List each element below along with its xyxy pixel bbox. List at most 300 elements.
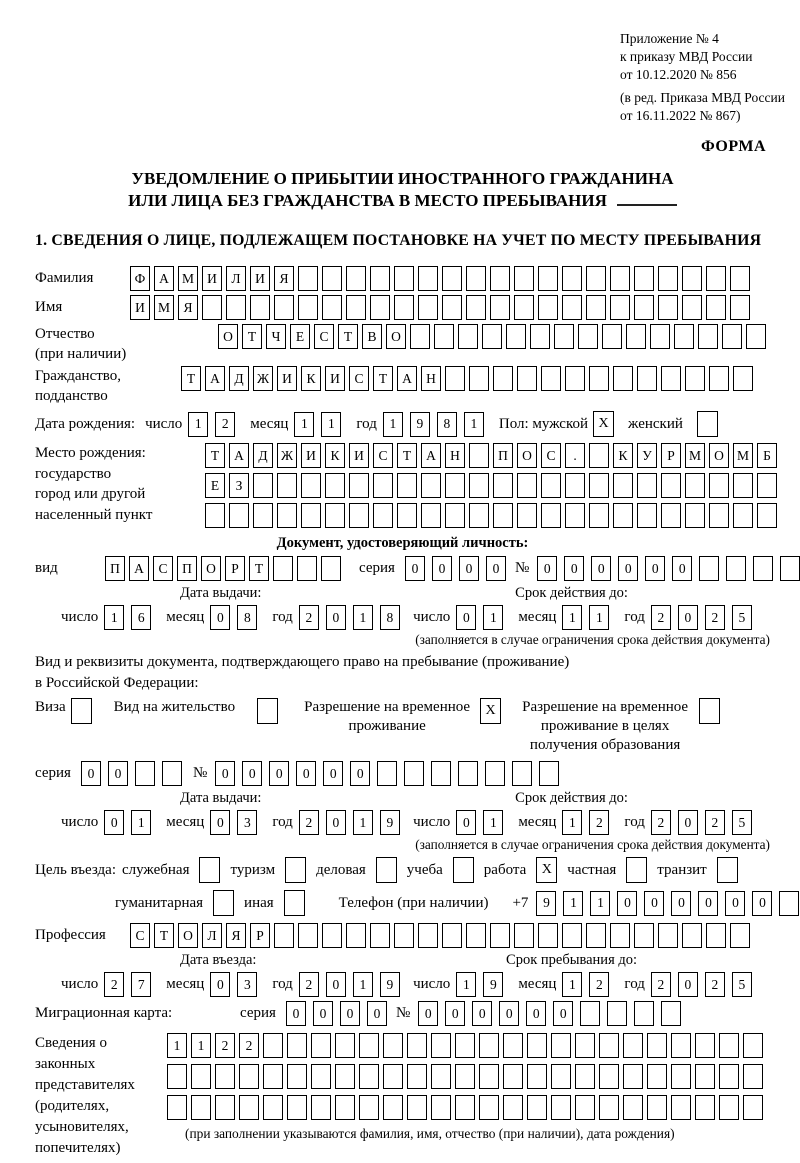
char-box[interactable]: О: [218, 324, 238, 349]
char-box[interactable]: .: [565, 443, 585, 468]
char-box[interactable]: 1: [562, 810, 582, 835]
char-box[interactable]: [527, 1033, 547, 1058]
char-box[interactable]: О: [709, 443, 729, 468]
char-box[interactable]: [274, 923, 294, 948]
char-box[interactable]: [575, 1095, 595, 1120]
char-box[interactable]: 1: [353, 810, 373, 835]
char-box[interactable]: 1: [353, 605, 373, 630]
char-box[interactable]: И: [325, 366, 345, 391]
char-box[interactable]: И: [202, 266, 222, 291]
char-box[interactable]: [273, 556, 293, 581]
char-box[interactable]: [455, 1033, 475, 1058]
char-box[interactable]: [383, 1064, 403, 1089]
char-box[interactable]: К: [613, 443, 633, 468]
char-box[interactable]: 7: [131, 972, 151, 997]
char-box[interactable]: [709, 473, 729, 498]
char-box[interactable]: 0: [350, 761, 370, 786]
char-box[interactable]: [512, 761, 532, 786]
char-box[interactable]: [733, 473, 753, 498]
char-box[interactable]: [746, 324, 766, 349]
char-box[interactable]: [445, 366, 465, 391]
char-box[interactable]: С: [373, 443, 393, 468]
char-box[interactable]: О: [178, 923, 198, 948]
char-box[interactable]: [469, 443, 489, 468]
char-box[interactable]: [322, 923, 342, 948]
purpose-business-checkbox[interactable]: [376, 857, 397, 883]
char-box[interactable]: Н: [445, 443, 465, 468]
char-box[interactable]: [404, 761, 424, 786]
char-box[interactable]: [418, 923, 438, 948]
char-box[interactable]: [613, 503, 633, 528]
char-box[interactable]: [418, 266, 438, 291]
char-box[interactable]: [599, 1033, 619, 1058]
char-box[interactable]: [346, 923, 366, 948]
char-box[interactable]: [431, 1064, 451, 1089]
char-box[interactable]: [661, 1001, 681, 1026]
purpose-private-checkbox[interactable]: [626, 857, 647, 883]
char-box[interactable]: П: [493, 443, 513, 468]
purpose-official-checkbox[interactable]: [199, 857, 220, 883]
char-box[interactable]: А: [229, 443, 249, 468]
char-box[interactable]: [490, 923, 510, 948]
char-box[interactable]: [506, 324, 526, 349]
char-box[interactable]: [517, 366, 537, 391]
char-box[interactable]: [421, 473, 441, 498]
char-box[interactable]: 9: [380, 972, 400, 997]
char-box[interactable]: 0: [405, 556, 425, 581]
sex-female-checkbox[interactable]: [697, 411, 718, 437]
char-box[interactable]: 1: [590, 891, 610, 916]
char-box[interactable]: [695, 1095, 715, 1120]
char-box[interactable]: Е: [290, 324, 310, 349]
char-box[interactable]: [722, 324, 742, 349]
char-box[interactable]: [674, 324, 694, 349]
char-box[interactable]: [575, 1064, 595, 1089]
char-box[interactable]: Р: [250, 923, 270, 948]
purpose-transit-checkbox[interactable]: [717, 857, 738, 883]
char-box[interactable]: 0: [81, 761, 101, 786]
char-box[interactable]: [205, 503, 225, 528]
char-box[interactable]: [634, 923, 654, 948]
char-box[interactable]: 0: [486, 556, 506, 581]
char-box[interactable]: Т: [242, 324, 262, 349]
char-box[interactable]: [580, 1001, 600, 1026]
char-box[interactable]: [434, 324, 454, 349]
char-box[interactable]: 0: [499, 1001, 519, 1026]
char-box[interactable]: 0: [644, 891, 664, 916]
char-box[interactable]: 1: [563, 891, 583, 916]
char-box[interactable]: [719, 1064, 739, 1089]
char-box[interactable]: 0: [313, 1001, 333, 1026]
char-box[interactable]: [167, 1064, 187, 1089]
char-box[interactable]: [706, 295, 726, 320]
char-box[interactable]: [514, 923, 534, 948]
char-box[interactable]: [490, 295, 510, 320]
char-box[interactable]: 2: [651, 972, 671, 997]
char-box[interactable]: 8: [380, 605, 400, 630]
char-box[interactable]: С: [349, 366, 369, 391]
char-box[interactable]: [373, 473, 393, 498]
char-box[interactable]: М: [685, 443, 705, 468]
char-box[interactable]: 0: [459, 556, 479, 581]
char-box[interactable]: 0: [296, 761, 316, 786]
char-box[interactable]: [479, 1033, 499, 1058]
char-box[interactable]: 3: [237, 810, 257, 835]
char-box[interactable]: [407, 1095, 427, 1120]
char-box[interactable]: И: [250, 266, 270, 291]
char-box[interactable]: 0: [564, 556, 584, 581]
char-box[interactable]: [297, 556, 317, 581]
char-box[interactable]: 1: [589, 605, 609, 630]
char-box[interactable]: [335, 1064, 355, 1089]
char-box[interactable]: [407, 1033, 427, 1058]
char-box[interactable]: [565, 503, 585, 528]
char-box[interactable]: [455, 1095, 475, 1120]
char-box[interactable]: 1: [131, 810, 151, 835]
char-box[interactable]: 0: [340, 1001, 360, 1026]
char-box[interactable]: [719, 1033, 739, 1058]
char-box[interactable]: 0: [725, 891, 745, 916]
char-box[interactable]: [634, 295, 654, 320]
char-box[interactable]: [274, 295, 294, 320]
char-box[interactable]: [445, 473, 465, 498]
char-box[interactable]: 0: [472, 1001, 492, 1026]
char-box[interactable]: Р: [225, 556, 245, 581]
char-box[interactable]: 1: [483, 605, 503, 630]
char-box[interactable]: [253, 473, 273, 498]
char-box[interactable]: [397, 473, 417, 498]
char-box[interactable]: [743, 1064, 763, 1089]
char-box[interactable]: [730, 923, 750, 948]
char-box[interactable]: [658, 923, 678, 948]
char-box[interactable]: [661, 366, 681, 391]
char-box[interactable]: [442, 266, 462, 291]
char-box[interactable]: [445, 503, 465, 528]
char-box[interactable]: [623, 1033, 643, 1058]
char-box[interactable]: 9: [483, 972, 503, 997]
char-box[interactable]: 2: [299, 972, 319, 997]
char-box[interactable]: [298, 266, 318, 291]
char-box[interactable]: [321, 556, 341, 581]
char-box[interactable]: А: [397, 366, 417, 391]
char-box[interactable]: [431, 1033, 451, 1058]
char-box[interactable]: 0: [242, 761, 262, 786]
char-box[interactable]: [682, 923, 702, 948]
char-box[interactable]: [311, 1033, 331, 1058]
char-box[interactable]: [637, 503, 657, 528]
char-box[interactable]: [359, 1095, 379, 1120]
char-box[interactable]: А: [205, 366, 225, 391]
char-box[interactable]: [493, 366, 513, 391]
char-box[interactable]: [682, 266, 702, 291]
char-box[interactable]: [298, 923, 318, 948]
char-box[interactable]: [554, 324, 574, 349]
char-box[interactable]: [743, 1095, 763, 1120]
char-box[interactable]: [162, 761, 182, 786]
char-box[interactable]: Р: [661, 443, 681, 468]
char-box[interactable]: [610, 266, 630, 291]
char-box[interactable]: 1: [321, 412, 341, 437]
purpose-work-checkbox[interactable]: X: [536, 857, 557, 883]
purpose-other-checkbox[interactable]: [284, 890, 305, 916]
char-box[interactable]: Т: [205, 443, 225, 468]
char-box[interactable]: [613, 366, 633, 391]
char-box[interactable]: [538, 266, 558, 291]
char-box[interactable]: [335, 1095, 355, 1120]
char-box[interactable]: [733, 366, 753, 391]
char-box[interactable]: [503, 1033, 523, 1058]
char-box[interactable]: [359, 1033, 379, 1058]
char-box[interactable]: [301, 503, 321, 528]
char-box[interactable]: [370, 295, 390, 320]
char-box[interactable]: [527, 1095, 547, 1120]
char-box[interactable]: [485, 761, 505, 786]
char-box[interactable]: 0: [323, 761, 343, 786]
char-box[interactable]: [637, 366, 657, 391]
char-box[interactable]: [250, 295, 270, 320]
char-box[interactable]: 5: [732, 605, 752, 630]
char-box[interactable]: [779, 891, 799, 916]
char-box[interactable]: [469, 503, 489, 528]
char-box[interactable]: 0: [537, 556, 557, 581]
char-box[interactable]: 0: [456, 810, 476, 835]
char-box[interactable]: 0: [269, 761, 289, 786]
char-box[interactable]: Д: [253, 443, 273, 468]
char-box[interactable]: [623, 1095, 643, 1120]
char-box[interactable]: [277, 503, 297, 528]
char-box[interactable]: Т: [397, 443, 417, 468]
char-box[interactable]: 8: [437, 412, 457, 437]
char-box[interactable]: Т: [181, 366, 201, 391]
char-box[interactable]: [551, 1095, 571, 1120]
char-box[interactable]: [373, 503, 393, 528]
char-box[interactable]: [239, 1095, 259, 1120]
char-box[interactable]: Я: [226, 923, 246, 948]
char-box[interactable]: [541, 473, 561, 498]
char-box[interactable]: [607, 1001, 627, 1026]
char-box[interactable]: 2: [239, 1033, 259, 1058]
char-box[interactable]: [311, 1095, 331, 1120]
char-box[interactable]: [349, 503, 369, 528]
char-box[interactable]: [407, 1064, 427, 1089]
char-box[interactable]: [421, 503, 441, 528]
char-box[interactable]: 0: [286, 1001, 306, 1026]
char-box[interactable]: [458, 761, 478, 786]
char-box[interactable]: [322, 266, 342, 291]
char-box[interactable]: [383, 1033, 403, 1058]
purpose-study-checkbox[interactable]: [453, 857, 474, 883]
char-box[interactable]: [541, 503, 561, 528]
char-box[interactable]: [311, 1064, 331, 1089]
char-box[interactable]: [757, 503, 777, 528]
char-box[interactable]: [575, 1033, 595, 1058]
char-box[interactable]: [466, 923, 486, 948]
char-box[interactable]: [466, 295, 486, 320]
char-box[interactable]: И: [130, 295, 150, 320]
char-box[interactable]: [287, 1033, 307, 1058]
char-box[interactable]: 0: [671, 891, 691, 916]
char-box[interactable]: 2: [705, 810, 725, 835]
char-box[interactable]: [469, 366, 489, 391]
char-box[interactable]: [469, 473, 489, 498]
char-box[interactable]: [685, 473, 705, 498]
char-box[interactable]: С: [130, 923, 150, 948]
char-box[interactable]: 0: [326, 605, 346, 630]
char-box[interactable]: [239, 1064, 259, 1089]
char-box[interactable]: [394, 266, 414, 291]
char-box[interactable]: 1: [167, 1033, 187, 1058]
char-box[interactable]: В: [362, 324, 382, 349]
char-box[interactable]: З: [229, 473, 249, 498]
char-box[interactable]: [226, 295, 246, 320]
char-box[interactable]: 2: [299, 605, 319, 630]
char-box[interactable]: 0: [210, 605, 230, 630]
char-box[interactable]: 0: [326, 972, 346, 997]
char-box[interactable]: [431, 761, 451, 786]
temp-residence-checkbox[interactable]: X: [480, 698, 501, 724]
char-box[interactable]: 0: [210, 972, 230, 997]
char-box[interactable]: [325, 473, 345, 498]
char-box[interactable]: [562, 295, 582, 320]
char-box[interactable]: Я: [178, 295, 198, 320]
char-box[interactable]: 0: [672, 556, 692, 581]
char-box[interactable]: 5: [732, 972, 752, 997]
char-box[interactable]: Я: [274, 266, 294, 291]
char-box[interactable]: [699, 556, 719, 581]
char-box[interactable]: [482, 324, 502, 349]
char-box[interactable]: [215, 1064, 235, 1089]
char-box[interactable]: 0: [210, 810, 230, 835]
char-box[interactable]: [349, 473, 369, 498]
char-box[interactable]: 0: [617, 891, 637, 916]
char-box[interactable]: [602, 324, 622, 349]
char-box[interactable]: 0: [678, 972, 698, 997]
char-box[interactable]: 0: [591, 556, 611, 581]
char-box[interactable]: 1: [464, 412, 484, 437]
char-box[interactable]: [322, 295, 342, 320]
char-box[interactable]: Т: [373, 366, 393, 391]
char-box[interactable]: 1: [104, 605, 124, 630]
char-box[interactable]: [383, 1095, 403, 1120]
char-box[interactable]: [562, 266, 582, 291]
char-box[interactable]: 0: [678, 605, 698, 630]
char-box[interactable]: 0: [645, 556, 665, 581]
char-box[interactable]: Ж: [277, 443, 297, 468]
char-box[interactable]: [647, 1033, 667, 1058]
char-box[interactable]: [397, 503, 417, 528]
char-box[interactable]: 0: [367, 1001, 387, 1026]
char-box[interactable]: [565, 366, 585, 391]
char-box[interactable]: [263, 1033, 283, 1058]
char-box[interactable]: 0: [456, 605, 476, 630]
char-box[interactable]: [263, 1064, 283, 1089]
char-box[interactable]: [589, 503, 609, 528]
char-box[interactable]: [517, 473, 537, 498]
char-box[interactable]: 0: [108, 761, 128, 786]
char-box[interactable]: [335, 1033, 355, 1058]
char-box[interactable]: [562, 923, 582, 948]
char-box[interactable]: [442, 923, 462, 948]
char-box[interactable]: 0: [678, 810, 698, 835]
char-box[interactable]: [634, 1001, 654, 1026]
char-box[interactable]: 9: [536, 891, 556, 916]
char-box[interactable]: К: [325, 443, 345, 468]
char-box[interactable]: [503, 1064, 523, 1089]
char-box[interactable]: [709, 503, 729, 528]
char-box[interactable]: [530, 324, 550, 349]
char-box[interactable]: [565, 473, 585, 498]
char-box[interactable]: [229, 503, 249, 528]
char-box[interactable]: Ф: [130, 266, 150, 291]
char-box[interactable]: К: [301, 366, 321, 391]
char-box[interactable]: [661, 473, 681, 498]
char-box[interactable]: Т: [154, 923, 174, 948]
char-box[interactable]: [479, 1064, 499, 1089]
char-box[interactable]: 1: [188, 412, 208, 437]
char-box[interactable]: [346, 295, 366, 320]
char-box[interactable]: [726, 556, 746, 581]
char-box[interactable]: 0: [445, 1001, 465, 1026]
char-box[interactable]: [253, 503, 273, 528]
char-box[interactable]: [780, 556, 800, 581]
purpose-humanitarian-checkbox[interactable]: [213, 890, 234, 916]
char-box[interactable]: 5: [732, 810, 752, 835]
char-box[interactable]: [442, 295, 462, 320]
char-box[interactable]: [493, 503, 513, 528]
char-box[interactable]: [589, 473, 609, 498]
char-box[interactable]: [370, 923, 390, 948]
char-box[interactable]: С: [314, 324, 334, 349]
char-box[interactable]: М: [154, 295, 174, 320]
temp-residence-education-checkbox[interactable]: [699, 698, 720, 724]
char-box[interactable]: Л: [226, 266, 246, 291]
char-box[interactable]: [135, 761, 155, 786]
char-box[interactable]: Ч: [266, 324, 286, 349]
char-box[interactable]: [514, 266, 534, 291]
char-box[interactable]: 8: [237, 605, 257, 630]
char-box[interactable]: 0: [698, 891, 718, 916]
char-box[interactable]: 6: [131, 605, 151, 630]
char-box[interactable]: [551, 1064, 571, 1089]
char-box[interactable]: 0: [432, 556, 452, 581]
char-box[interactable]: О: [386, 324, 406, 349]
char-box[interactable]: 2: [651, 605, 671, 630]
char-box[interactable]: Д: [229, 366, 249, 391]
char-box[interactable]: 3: [237, 972, 257, 997]
char-box[interactable]: [589, 443, 609, 468]
char-box[interactable]: 2: [589, 810, 609, 835]
char-box[interactable]: И: [301, 443, 321, 468]
char-box[interactable]: [753, 556, 773, 581]
char-box[interactable]: М: [733, 443, 753, 468]
char-box[interactable]: [370, 266, 390, 291]
char-box[interactable]: [589, 366, 609, 391]
char-box[interactable]: 9: [380, 810, 400, 835]
char-box[interactable]: 2: [299, 810, 319, 835]
char-box[interactable]: [410, 324, 430, 349]
char-box[interactable]: [298, 295, 318, 320]
char-box[interactable]: 2: [705, 605, 725, 630]
char-box[interactable]: [730, 295, 750, 320]
char-box[interactable]: Н: [421, 366, 441, 391]
char-box[interactable]: [743, 1033, 763, 1058]
char-box[interactable]: [539, 761, 559, 786]
char-box[interactable]: [167, 1095, 187, 1120]
char-box[interactable]: [613, 473, 633, 498]
char-box[interactable]: М: [178, 266, 198, 291]
char-box[interactable]: 0: [326, 810, 346, 835]
char-box[interactable]: [541, 366, 561, 391]
